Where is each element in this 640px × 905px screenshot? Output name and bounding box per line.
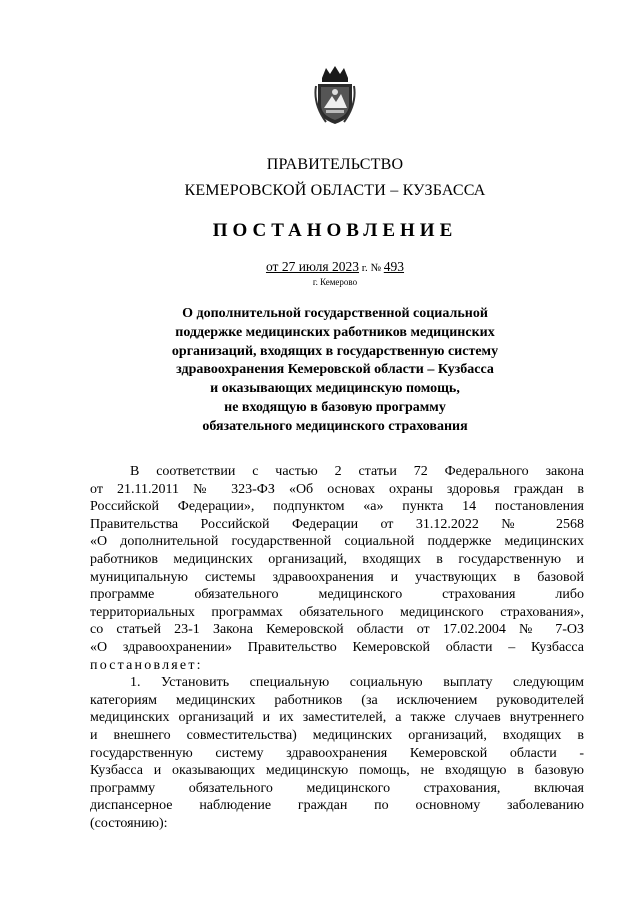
subject-line: поддержке медицинских работников медицинских xyxy=(175,324,495,340)
body-line: Российской Федерации», подпунктом «а» пункта 14 постановления xyxy=(90,499,584,515)
body-line: государственную систему здравоохранения Кемеровской области - xyxy=(90,745,584,761)
government-title-line2: КЕМЕРОВСКОЙ ОБЛАСТИ – КУЗБАССА xyxy=(184,182,486,199)
body-line: программе обязательного медицинского страхования либо xyxy=(90,587,584,603)
body-line: медицинских организаций и их заместителей, а также случаев внутреннего xyxy=(90,710,584,726)
subject-line: О дополнительной государственной социальной xyxy=(182,306,488,321)
document-type-heading: ПОСТАНОВЛЕНИЕ xyxy=(212,220,458,241)
body-line: программу обязательного медицинского страхования, включая xyxy=(90,780,584,796)
body-line: территориальных программах обязательного медицинского страхования», xyxy=(90,604,584,620)
body-line-resolves: постановляет: xyxy=(90,657,203,673)
body-line: категориям медицинских работников (за исключением руководителей xyxy=(90,692,584,708)
date-number-line xyxy=(0,259,640,275)
body-line: «О здравоохранении» Правительство Кемеровской области – Кузбасса xyxy=(90,639,584,655)
subject-line: и оказывающих медицинскую помощь, xyxy=(210,381,460,397)
government-title-line1: ПРАВИТЕЛЬСТВО xyxy=(266,156,404,173)
body-line: «О дополнительной государственной социальной поддержке медицинских xyxy=(90,534,584,550)
document-subject xyxy=(0,305,640,437)
document-date: от 27 июля 2023 xyxy=(265,259,359,274)
subject-line: не входящую в базовую программу xyxy=(224,399,446,415)
body-line: Правительства Российской Федерации от 31.12.2022 № 2568 xyxy=(90,516,584,532)
body-line: и внешнего совместительства) медицинских организаций, входящих в xyxy=(90,727,584,743)
number-sign: № xyxy=(367,262,384,274)
subject-line: организаций, входящих в государственную систему xyxy=(171,343,499,359)
subject-line: обязательного медицинского страхования xyxy=(202,418,468,434)
year-suffix: г. xyxy=(359,262,368,274)
body-line: 1. Установить специальную социальную выплату следующим xyxy=(130,675,584,691)
body-line: муниципальную системы здравоохранения и участвующих в базовой xyxy=(90,569,584,585)
body-line: Кузбасса и оказывающих медицинскую помощь, не входящую в базовую xyxy=(90,763,584,779)
body-line: В соответствии с частью 2 статьи 72 Федерального закона xyxy=(130,464,584,479)
city-label: г. Кемерово xyxy=(312,277,358,287)
document-body xyxy=(90,463,584,832)
body-line: работников медицинских организаций, входящих в государственную и xyxy=(90,551,584,567)
body-line: от 21.11.2011 № 323-ФЗ «Об основах охраны здоровья граждан в xyxy=(90,481,584,497)
coat-of-arms-icon xyxy=(312,64,358,126)
body-line: диспансерное наблюдение граждан по основному заболеванию xyxy=(90,798,584,814)
document-number: 493 xyxy=(383,259,405,274)
body-line: (состоянию): xyxy=(90,815,168,831)
body-line: со статьей 23-1 Закона Кемеровской области от 17.02.2004 № 7-ОЗ xyxy=(90,622,584,638)
subject-line: здравоохранения Кемеровской области – Кузбасса xyxy=(176,362,494,378)
